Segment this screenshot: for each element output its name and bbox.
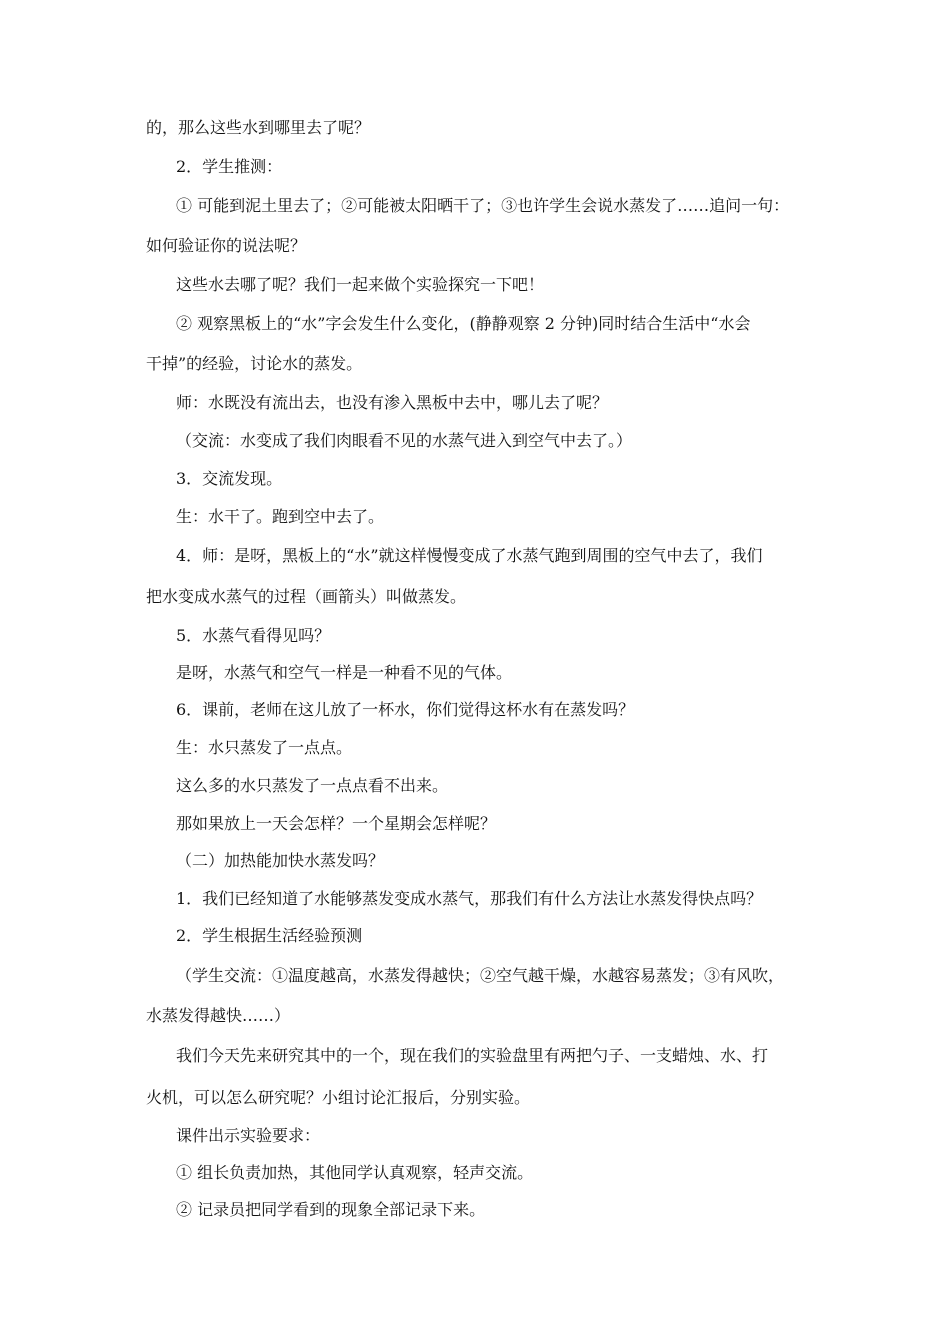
text-line: ② 记录员把同学看到的现象全部记录下来。 bbox=[176, 1200, 486, 1219]
text-line: 那如果放上一天会怎样？一个星期会怎样呢？ bbox=[176, 814, 497, 833]
text-line: 如何验证你的说法呢？ bbox=[146, 236, 307, 255]
text-line: 生：水只蒸发了一点点。 bbox=[176, 738, 353, 757]
text-line: 的，那么这些水到哪里去了呢？ bbox=[146, 118, 371, 137]
text-line: 这么多的水只蒸发了一点点看不出来。 bbox=[176, 776, 449, 795]
text-line: ② 观察黑板上的“水”字会发生什么变化，(静静观察 2 分钟)同时结合生活中“水会 bbox=[176, 314, 751, 333]
text-line: 是呀，水蒸气和空气一样是一种看不见的气体。 bbox=[176, 663, 513, 682]
text-line: 6．课前，老师在这儿放了一杯水，你们觉得这杯水有在蒸发吗？ bbox=[176, 700, 635, 719]
text-line: 3．交流发现。 bbox=[176, 469, 283, 488]
text-line: 干掉”的经验，讨论水的蒸发。 bbox=[146, 354, 363, 373]
text-line: 师：水既没有流出去，也没有渗入黑板中去中，哪儿去了呢？ bbox=[176, 393, 609, 412]
text-line: （二）加热能加快水蒸发吗？ bbox=[176, 851, 385, 870]
text-line: 课件出示实验要求： bbox=[176, 1126, 321, 1145]
text-line: 2．学生根据生活经验预测 bbox=[176, 926, 363, 945]
text-line: 火机，可以怎么研究呢？小组讨论汇报后，分别实验。 bbox=[146, 1088, 531, 1107]
text-line: 1．我们已经知道了水能够蒸发变成水蒸气，那我们有什么方法让水蒸发得快点吗？ bbox=[176, 889, 763, 908]
text-line: 水蒸发得越快……） bbox=[146, 1006, 291, 1025]
text-line: 5．水蒸气看得见吗？ bbox=[176, 626, 331, 645]
text-line: 把水变成水蒸气的过程（画箭头）叫做蒸发。 bbox=[146, 587, 467, 606]
text-line: 生：水干了。跑到空中去了。 bbox=[176, 507, 385, 526]
text-line: ① 可能到泥土里去了；②可能被太阳晒干了；③也许学生会说水蒸发了……追问一句： bbox=[176, 196, 790, 215]
text-line: （交流：水变成了我们肉眼看不见的水蒸气进入到空气中去了。） bbox=[176, 431, 633, 450]
text-line: 这些水去哪了呢？我们一起来做个实验探究一下吧！ bbox=[176, 275, 545, 294]
text-line: ① 组长负责加热，其他同学认真观察，轻声交流。 bbox=[176, 1163, 534, 1182]
text-line: （学生交流：①温度越高，水蒸发得越快；②空气越干燥，水越容易蒸发；③有风吹， bbox=[176, 966, 785, 985]
text-line: 4．师：是呀，黑板上的“水”就这样慢慢变成了水蒸气跑到周围的空气中去了，我们 bbox=[176, 546, 763, 565]
text-line: 我们今天先来研究其中的一个，现在我们的实验盘里有两把勺子、一支蜡烛、水、打 bbox=[176, 1046, 769, 1065]
text-line: 2．学生推测： bbox=[176, 157, 283, 176]
